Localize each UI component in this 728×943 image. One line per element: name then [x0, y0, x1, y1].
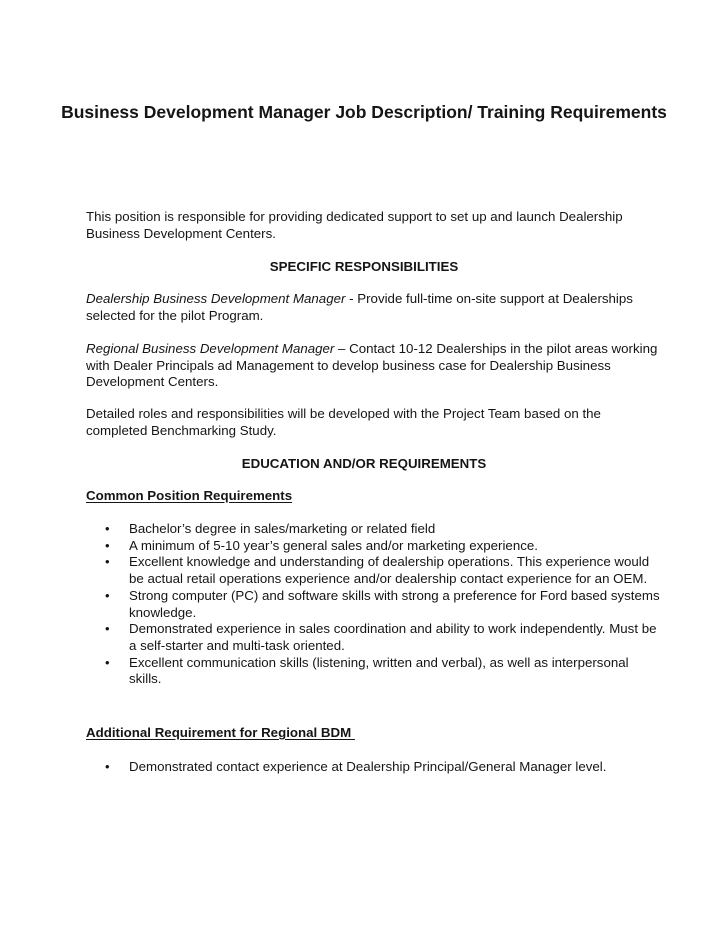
intro-paragraph: This position is responsible for providing dedicated support to set up and launch Dealership Business Development Centers.	[86, 209, 623, 241]
list-item	[86, 621, 661, 654]
responsibility-dealership-bdm	[86, 291, 661, 324]
bullet-icon: •	[105, 554, 110, 570]
list-item	[86, 655, 661, 688]
bullet-icon: •	[105, 759, 110, 774]
list-item-text: Bachelor’s degree in sales/marketing or related field	[129, 521, 436, 536]
list-item	[86, 759, 661, 776]
bullet-icon: •	[105, 521, 110, 536]
document-title: Business Development Manager Job Description/ Training Requirements	[61, 102, 667, 122]
additional-requirements-list	[86, 759, 661, 776]
role-description: – Contact 10-12 Dealerships in the pilot areas working with Dealer Principals ad Management to develop business case for Dealership Business Development Centers.	[86, 341, 658, 389]
common-requirements-list	[86, 521, 661, 688]
common-requirements-heading: Common Position Requirements	[86, 488, 293, 503]
list-item-text: Excellent communication skills (listening, written and verbal), as well as interpersonal skills.	[129, 654, 629, 687]
education-requirements-heading: EDUCATION AND/OR REQUIREMENTS	[241, 456, 487, 471]
list-item-text: Demonstrated experience in sales coordination and ability to work independently. Must be a self-starter and multi-task oriented.	[129, 621, 657, 653]
role-description: - Provide full-time on-site support at Dealerships selected for the pilot Program.	[86, 291, 633, 323]
additional-requirement-heading: Additional Requirement for Regional BDM	[86, 725, 355, 740]
role-title: Dealership Business Development Manager	[86, 291, 346, 306]
list-item	[86, 588, 661, 621]
roles-note-paragraph: Detailed roles and responsibilities will be developed with the Project Team based on the completed Benchmarking Study.	[86, 406, 601, 438]
responsibility-regional-bdm	[86, 341, 661, 391]
list-item-text: Excellent knowledge and understanding of dealership operations. This experience would be actual retail operations experience and/or dealership contact experience for an OEM.	[129, 554, 650, 587]
list-item-text: A minimum of 5-10 year’s general sales and/or marketing experience.	[129, 537, 538, 553]
list-item	[86, 554, 661, 587]
list-item-text: Demonstrated contact experience at Dealership Principal/General Manager level.	[129, 759, 607, 774]
bullet-icon: •	[105, 654, 110, 670]
bullet-icon: •	[105, 621, 110, 637]
role-title: Regional Business Development Manager	[86, 341, 335, 356]
list-item	[86, 538, 661, 555]
specific-responsibilities-heading: SPECIFIC RESPONSIBILITIES	[269, 259, 459, 274]
bullet-icon: •	[105, 587, 110, 603]
list-item-text: Strong computer (PC) and software skills with strong a preference for Ford based systems knowledge.	[129, 587, 660, 620]
bullet-icon: •	[105, 537, 110, 553]
list-item	[86, 521, 661, 538]
